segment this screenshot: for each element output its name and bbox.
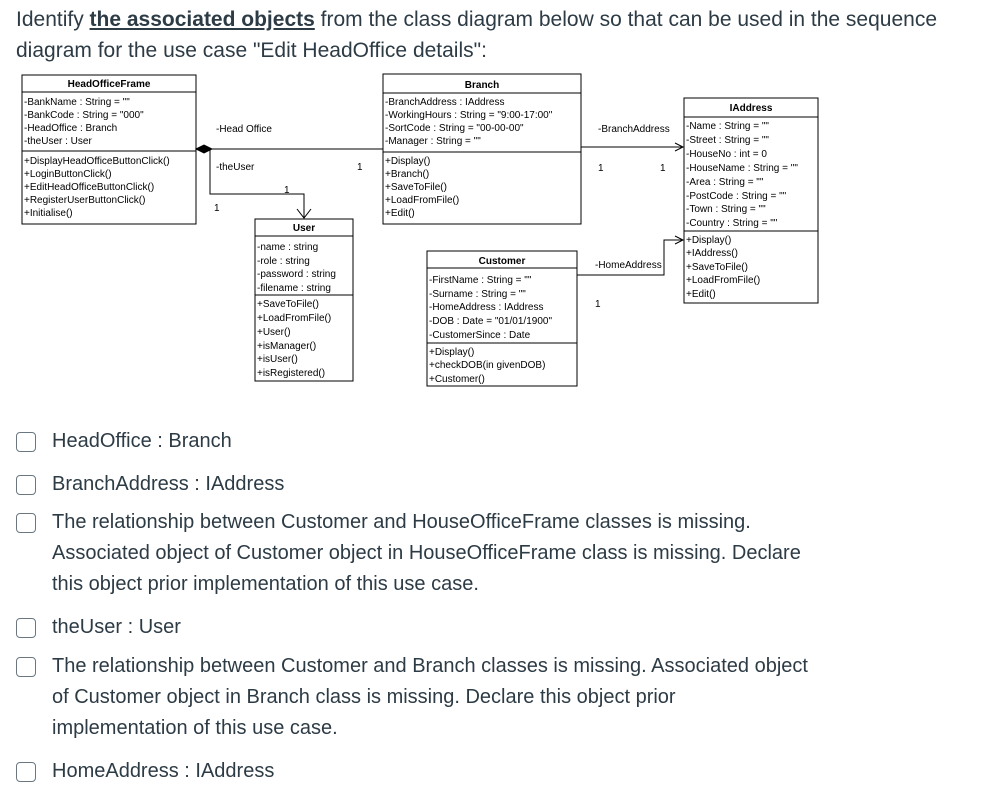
attribute: -HouseName : String = "": [686, 163, 798, 174]
operation: +Customer(): [429, 374, 485, 385]
attribute: -Street : String = "": [686, 135, 769, 146]
operation: +LoadFromFile(): [257, 313, 332, 324]
option-text: theUser : User: [52, 616, 181, 638]
attribute: -HouseNo : int = 0: [686, 149, 767, 160]
attribute: -HomeAddress : IAddress: [429, 302, 544, 313]
role-label: -theUser: [216, 162, 255, 173]
attribute: -role : string: [257, 256, 310, 267]
operation: +DisplayHeadOfficeButtonClick(): [24, 156, 170, 167]
question-emphasis: the associated objects: [89, 8, 315, 31]
class-headofficeframe: [22, 75, 196, 224]
attribute: -HeadOffice : Branch: [24, 123, 118, 134]
operation: +RegisterUserButtonClick(): [24, 195, 146, 206]
attribute: -WorkingHours : String = "9:00-17:00": [385, 110, 553, 121]
role-label: -BranchAddress: [598, 124, 670, 135]
class-user: [255, 219, 353, 381]
operation: +checkDOB(in givenDOB): [429, 360, 546, 371]
operation: +SaveToFile(): [686, 262, 748, 273]
class-iaddress: [684, 98, 818, 303]
role-label: -HomeAddress: [595, 260, 662, 271]
operation: +isUser(): [257, 354, 298, 365]
checkbox[interactable]: [16, 618, 36, 638]
class-diagram: [0, 70, 840, 395]
association-homeaddress: [577, 236, 683, 310]
multiplicity: 1: [284, 185, 290, 196]
attribute: -Manager : String = "": [385, 136, 481, 147]
attribute: -Area : String = "": [686, 177, 764, 188]
question-suffix: from the class diagram below so that can be used in the sequence diagram for the use case "Edit HeadOffice details":: [16, 8, 937, 62]
operation: +Display(): [429, 347, 475, 358]
operation: +Branch(): [385, 169, 430, 180]
multiplicity: 1: [214, 203, 220, 214]
multiplicity: 1: [598, 163, 604, 174]
attribute: -Surname : String = "": [429, 289, 526, 300]
multiplicity: 1: [357, 162, 363, 173]
operation: +LoadFromFile(): [385, 195, 460, 206]
operation: +Edit(): [385, 208, 415, 219]
attribute: -CustomerSince : Date: [429, 330, 531, 341]
attribute: -SortCode : String = "00-00-00": [385, 123, 524, 134]
operation: +isRegistered(): [257, 368, 326, 379]
class-name: HeadOfficeFrame: [67, 79, 151, 90]
option-text: The relationship between Customer and Branch classes is missing. Associated object of Customer object in Branch class is missing. Declare this object prior implementation of this use case.: [52, 655, 808, 739]
class-name: Branch: [464, 80, 500, 91]
attribute: -Name : String = "": [686, 121, 769, 132]
association-headoffice: [196, 124, 383, 214]
attribute: -password : string: [257, 269, 336, 280]
operation: +Edit(): [686, 289, 716, 300]
operation: +LoadFromFile(): [686, 275, 761, 286]
checkbox[interactable]: [16, 762, 36, 782]
uml-class-diagram: [0, 70, 840, 390]
option-text: The relationship between Customer and HouseOfficeFrame classes is missing. Associated object of Customer object in HouseOfficeFrame class is missing. Declare this object prior implementation of this use case.: [52, 511, 801, 595]
multiplicity: 1: [660, 163, 666, 174]
attribute: -PostCode : String = "": [686, 191, 787, 202]
operation: +IAddress(): [686, 248, 738, 259]
operation: +User(): [257, 327, 291, 338]
option-text: BranchAddress : IAddress: [52, 473, 285, 495]
operation: +SaveToFile(): [385, 182, 447, 193]
checkbox[interactable]: [16, 432, 36, 452]
operation: +Display(): [385, 156, 431, 167]
association-branchaddress: [581, 124, 683, 174]
class-name: IAddress: [729, 103, 773, 114]
option-text: HomeAddress : IAddress: [52, 760, 275, 782]
association-theuser: [210, 149, 311, 218]
class-customer: [427, 251, 577, 386]
multiplicity: 1: [595, 299, 601, 310]
attribute: -Country : String = "": [686, 218, 778, 229]
attribute: -BankCode : String = "000": [24, 110, 144, 121]
checkbox[interactable]: [16, 657, 36, 677]
operation: +SaveToFile(): [257, 299, 319, 310]
attribute: -BranchAddress : IAddress: [385, 97, 505, 108]
attribute: -name : string: [257, 242, 319, 253]
option-text: HeadOffice : Branch: [52, 430, 232, 452]
class-name: Customer: [478, 256, 526, 267]
question-text: [16, 4, 976, 66]
question-prefix: Identify: [16, 8, 90, 31]
class-branch: [383, 74, 581, 224]
attribute: -FirstName : String = "": [429, 275, 532, 286]
attribute: -BankName : String = "": [24, 97, 130, 108]
attribute: -DOB : Date = "01/01/1900": [429, 316, 553, 327]
checkbox[interactable]: [16, 513, 36, 533]
class-name: User: [292, 223, 316, 234]
attribute: -Town : String = "": [686, 204, 766, 215]
checkbox[interactable]: [16, 475, 36, 495]
operation: +Initialise(): [24, 208, 73, 219]
attribute: -filename : string: [257, 283, 331, 294]
operation: +LoginButtonClick(): [24, 169, 112, 180]
operation: +Display(): [686, 235, 732, 246]
attribute: -theUser : User: [24, 136, 92, 147]
role-label: -Head Office: [216, 124, 272, 135]
operation: +EditHeadOfficeButtonClick(): [24, 182, 155, 193]
operation: +isManager(): [257, 341, 317, 352]
